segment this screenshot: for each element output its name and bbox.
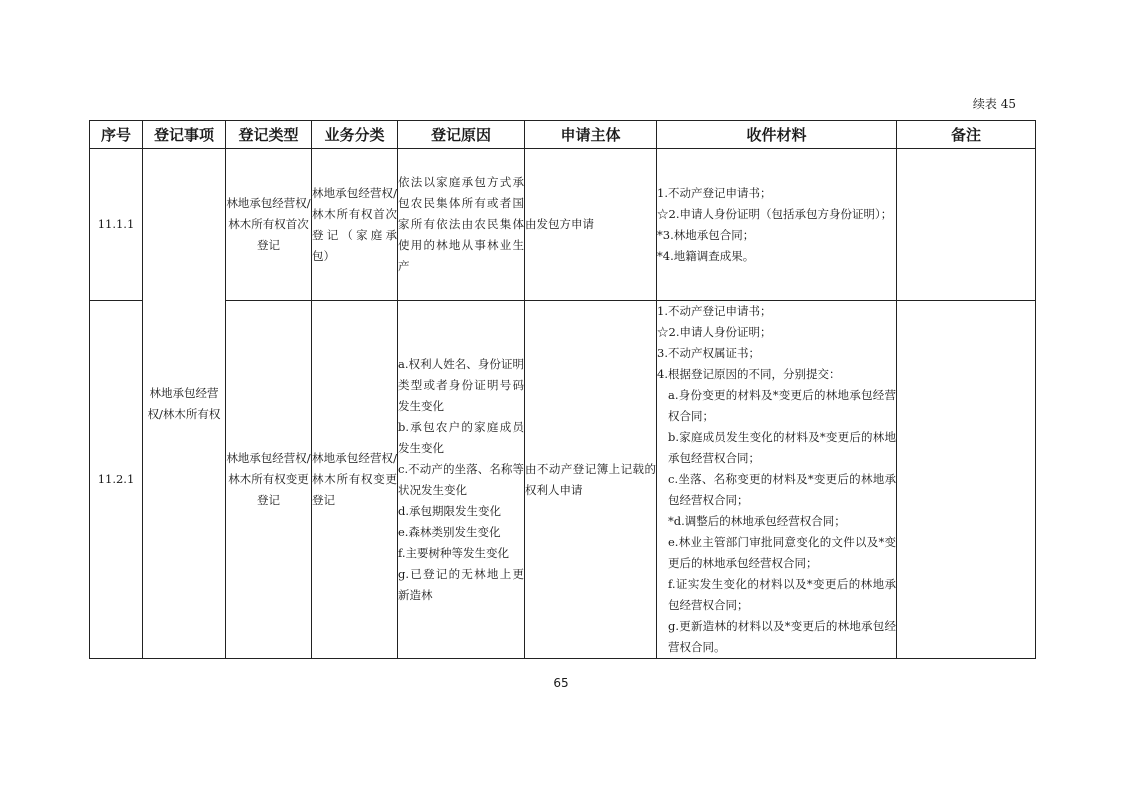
row-reason: 依法以家庭承包方式承包农民集体所有或者国家所有依法由农民集体使用的林地从事林业生产: [398, 149, 525, 301]
material-item: 4.根据登记原因的不同，分别提交：: [657, 367, 841, 381]
reason-item: c.不动产的坐落、名称等状况发生变化: [398, 461, 524, 497]
material-subitem: a.身份变更的材料及*变更后的林地承包经营权合同；: [668, 388, 896, 423]
material-subitem: c.坐落、名称变更的材料及*变更后的林地承包经营权合同；: [668, 472, 896, 507]
row-applicant: 由发包方申请: [525, 149, 657, 301]
reason-item: f.主要树种等发生变化: [398, 545, 510, 560]
row-reason: [398, 301, 525, 659]
row-type: 林地承包经营权/林木所有权变更登记: [226, 301, 312, 659]
header-reason: 登记原因: [398, 121, 525, 149]
reason-item: g.已登记的无林地上更新造林: [398, 566, 524, 602]
row-remark: [897, 149, 1036, 301]
material-item: ☆2.申请人身份证明（包括承包方身份证明）；: [657, 206, 893, 221]
row-matter: 林地承包经营权/林木所有权: [143, 149, 226, 659]
material-subitem: b.家庭成员发生变化的材料及*变更后的林地承包经营权合同；: [668, 430, 896, 465]
row-seq: 11.2.1: [90, 301, 143, 659]
header-applicant: 申请主体: [525, 121, 657, 149]
row-remark: [897, 301, 1036, 659]
row-category: 林地承包经营权/林木所有权首次登记（家庭承包）: [312, 149, 398, 301]
header-type: 登记类型: [226, 121, 312, 149]
header-seq: 序号: [90, 121, 143, 149]
header-category: 业务分类: [312, 121, 398, 149]
material-subitem: e.林业主管部门审批同意变化的文件以及*变更后的林地承包经营权合同；: [668, 535, 896, 570]
registration-table: [89, 120, 1036, 659]
material-subitem: f.证实发生变化的材料以及*变更后的林地承包经营权合同；: [668, 577, 896, 612]
row-category: 林地承包经营权/林木所有权变更登记: [312, 301, 398, 659]
row-applicant: 由不动产登记簿上记载的权利人申请: [525, 301, 657, 659]
reason-item: d.承包期限发生变化: [398, 503, 502, 518]
row-type: 林地承包经营权/林木所有权首次登记: [226, 149, 312, 301]
material-item: 1.不动产登记申请书；: [657, 185, 772, 200]
material-item: 3.不动产权属证书；: [657, 346, 760, 360]
continued-table-label: 续表 45: [972, 97, 1016, 111]
material-item: 1.不动产登记申请书；: [657, 304, 772, 318]
material-subitem: *d.调整后的林地承包经营权合同；: [668, 514, 846, 528]
row-materials: [657, 149, 897, 301]
header-remark: 备注: [897, 121, 1036, 149]
material-item: ☆2.申请人身份证明；: [657, 325, 772, 339]
row-materials: [657, 301, 897, 659]
table-row: [90, 301, 1036, 659]
row-seq: 11.1.1: [90, 149, 143, 301]
reason-item: b.承包农户的家庭成员发生变化: [398, 419, 524, 455]
table-header-row: [90, 121, 1036, 149]
material-item: *4.地籍调查成果。: [657, 248, 755, 263]
material-subitem: g.更新造林的材料以及*变更后的林地承包经营权合同。: [668, 619, 896, 654]
reason-item: e.森林类别发生变化: [398, 524, 501, 539]
header-materials: 收件材料: [657, 121, 897, 149]
header-matter: 登记事项: [143, 121, 226, 149]
reason-item: a.权利人姓名、身份证明类型或者身份证明号码发生变化: [398, 356, 524, 413]
material-item: *3.林地承包合同；: [657, 227, 755, 242]
table-row: [90, 149, 1036, 301]
page-number: 65: [553, 676, 569, 690]
